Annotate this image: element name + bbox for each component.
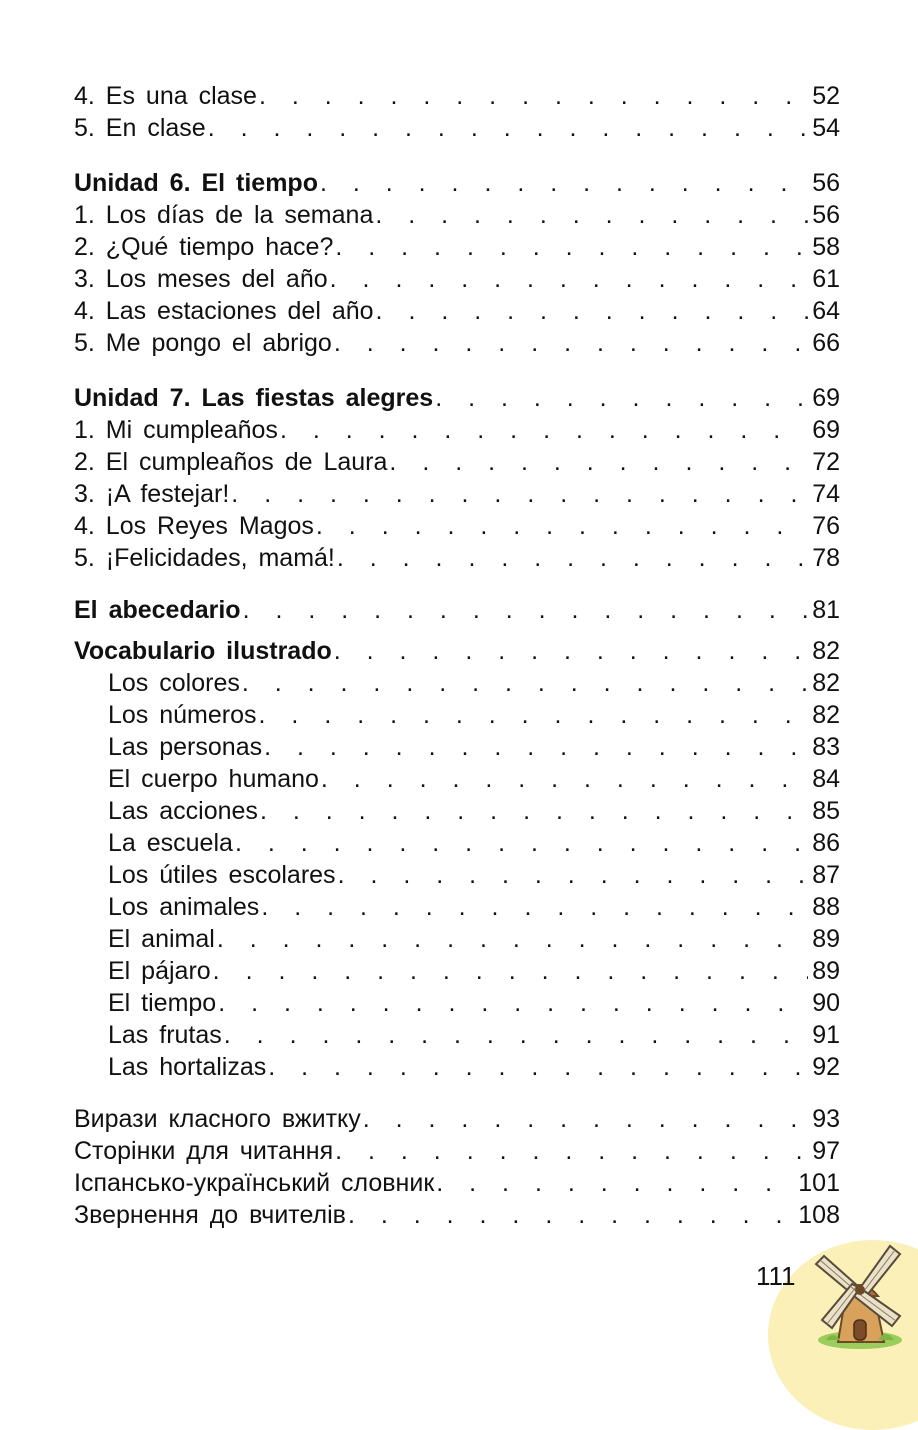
toc-entry-label: 5. ¡Felicidades, mamá!	[74, 544, 335, 572]
dot-leader	[268, 1051, 808, 1083]
dot-leader	[435, 382, 808, 414]
toc-section-heading[interactable]	[74, 594, 840, 626]
toc-entry-page: 82	[812, 701, 840, 729]
dot-leader	[235, 827, 808, 859]
toc-entry-page: 84	[812, 765, 840, 793]
toc-entry[interactable]	[74, 231, 840, 263]
dot-leader	[259, 699, 809, 731]
dot-leader	[334, 635, 808, 667]
dot-leader	[243, 594, 809, 626]
toc-entry-page: 69	[812, 384, 840, 412]
toc-entry-label: Las acciones	[108, 797, 258, 825]
dot-leader	[335, 1135, 808, 1167]
toc-entry-page: 85	[812, 797, 840, 825]
toc-entry-page: 82	[812, 669, 840, 697]
dot-leader	[334, 327, 808, 359]
toc-entry-label: 4. Es una clase	[74, 82, 257, 110]
toc-entry-label: El abecedario	[74, 596, 241, 624]
dot-leader	[231, 478, 808, 510]
dot-leader	[348, 1199, 794, 1231]
toc-entry-label: El cuerpo humano	[108, 765, 319, 793]
dot-leader	[261, 891, 808, 923]
toc-entry[interactable]	[74, 1199, 840, 1231]
dot-leader	[242, 667, 808, 699]
toc-entry[interactable]	[74, 112, 840, 144]
dot-leader	[320, 167, 808, 199]
toc-entry[interactable]	[74, 80, 840, 112]
dot-leader	[330, 263, 809, 295]
toc-entry-page: 86	[812, 829, 840, 857]
toc-entry-label: 1. Los días de la semana	[74, 201, 374, 229]
toc-entry[interactable]	[74, 510, 840, 542]
toc-entry-label: El pájaro	[108, 957, 211, 985]
toc-subentry[interactable]	[74, 859, 840, 891]
toc-entry-label: 4. Las estaciones del año	[74, 297, 374, 325]
toc-entry[interactable]	[74, 1103, 840, 1135]
toc-entry-label: Los números	[108, 701, 257, 729]
dot-leader	[217, 923, 808, 955]
toc-unit-heading[interactable]	[74, 382, 840, 414]
toc-entry-label: Іспансько-український словник	[74, 1169, 435, 1197]
toc-entry-label: Звернення до вчителів	[74, 1201, 346, 1229]
toc-entry[interactable]	[74, 1135, 840, 1167]
toc-entry-page: 93	[812, 1105, 840, 1133]
toc-subentry[interactable]	[74, 1051, 840, 1083]
toc-entry-page: 72	[812, 448, 840, 476]
toc-entry-page: 83	[812, 733, 840, 761]
toc-entry-label: El animal	[108, 925, 215, 953]
toc-entry-page: 90	[812, 989, 840, 1017]
toc-entry-label: Vocabulario ilustrado	[74, 637, 332, 665]
toc-subentry[interactable]	[74, 955, 840, 987]
toc-entry-label: 5. Me pongo el abrigo	[74, 329, 332, 357]
toc-entry-label: 4. Los Reyes Magos	[74, 512, 314, 540]
toc-entry-page: 61	[812, 265, 840, 293]
toc-entry-page: 108	[798, 1201, 840, 1229]
toc-entry-page: 89	[812, 925, 840, 953]
toc-entry-page: 74	[812, 480, 840, 508]
toc-entry-label: Las frutas	[108, 1021, 222, 1049]
toc-subentry[interactable]	[74, 699, 840, 731]
toc-entry-page: 56	[812, 169, 840, 197]
toc-entry-label: 2. El cumpleaños de Laura	[74, 448, 388, 476]
toc-entry-label: 3. Los meses del año	[74, 265, 328, 293]
toc-entry-page: 56	[812, 201, 840, 229]
page-number: 111	[756, 1261, 796, 1291]
toc-subentry[interactable]	[74, 795, 840, 827]
toc-subentry[interactable]	[74, 1019, 840, 1051]
toc-subentry[interactable]	[74, 731, 840, 763]
toc-entry-page: 101	[798, 1169, 840, 1197]
dot-leader	[213, 955, 809, 987]
toc-entry[interactable]	[74, 327, 840, 359]
dot-leader	[363, 1103, 808, 1135]
toc-entry-label: Сторінки для читання	[74, 1137, 334, 1165]
toc-entry-page: 82	[812, 637, 840, 665]
toc-entry-label: Unidad 6. El tiempo	[74, 169, 318, 197]
toc-entry-label: 3. ¡A festejar!	[74, 480, 230, 508]
dot-leader	[280, 414, 808, 446]
toc-entry-page: 81	[812, 596, 840, 624]
dot-leader	[436, 1167, 794, 1199]
toc-entry[interactable]	[74, 295, 840, 327]
toc-entry[interactable]	[74, 263, 840, 295]
toc-entry-page: 97	[812, 1137, 840, 1165]
dot-leader	[264, 731, 808, 763]
toc-entry-page: 92	[812, 1053, 840, 1081]
dot-leader	[321, 763, 808, 795]
table-of-contents	[74, 80, 840, 1231]
dot-leader	[218, 987, 808, 1019]
toc-entry-label: 2. ¿Qué tiempo hace?	[74, 233, 334, 261]
toc-subentry[interactable]	[74, 891, 840, 923]
windmill-icon	[796, 1216, 918, 1360]
toc-entry-label: Los útiles escolares	[108, 861, 336, 889]
toc-entry-page: 58	[812, 233, 840, 261]
toc-subentry[interactable]	[74, 987, 840, 1019]
toc-entry-page: 76	[812, 512, 840, 540]
toc-entry-page: 52	[812, 82, 840, 110]
toc-entry-page: 64	[812, 297, 840, 325]
toc-entry-label: Las hortalizas	[108, 1053, 267, 1081]
toc-entry-label: 5. En clase	[74, 114, 206, 142]
toc-entry[interactable]	[74, 199, 840, 231]
toc-entry-label: Los colores	[108, 669, 240, 697]
dot-leader	[224, 1019, 808, 1051]
toc-entry-page: 78	[812, 544, 840, 572]
toc-subentry[interactable]	[74, 763, 840, 795]
toc-entry[interactable]	[74, 1167, 840, 1199]
toc-entry-label: Los animales	[108, 893, 260, 921]
dot-leader	[389, 446, 808, 478]
toc-entry-page: 87	[812, 861, 840, 889]
toc-entry-page: 54	[812, 114, 840, 142]
toc-entry-label: 1. Mi cumpleaños	[74, 416, 278, 444]
toc-subentry[interactable]	[74, 923, 840, 955]
dot-leader	[335, 231, 808, 263]
dot-leader	[337, 542, 808, 574]
toc-entry[interactable]	[74, 446, 840, 478]
toc-section-heading[interactable]	[74, 635, 840, 667]
toc-entry[interactable]	[74, 542, 840, 574]
dot-leader	[259, 80, 808, 112]
toc-entry-page: 69	[812, 416, 840, 444]
toc-entry-page: 91	[812, 1021, 840, 1049]
dot-leader	[208, 112, 809, 144]
toc-entry-page: 88	[812, 893, 840, 921]
toc-entry-label: Вирази класного вжитку	[74, 1105, 361, 1133]
toc-unit-heading[interactable]	[74, 167, 840, 199]
dot-leader	[316, 510, 808, 542]
toc-entry-label: Unidad 7. Las fiestas alegres	[74, 384, 434, 412]
toc-entry[interactable]	[74, 478, 840, 510]
dot-leader	[338, 859, 809, 891]
toc-entry-label: Las personas	[108, 733, 263, 761]
dot-leader	[260, 795, 808, 827]
toc-entry-label: El tiempo	[108, 989, 217, 1017]
toc-entry-page: 66	[812, 329, 840, 357]
toc-subentry[interactable]	[74, 667, 840, 699]
toc-subentry[interactable]	[74, 827, 840, 859]
dot-leader	[376, 295, 809, 327]
toc-entry-label: La escuela	[108, 829, 233, 857]
toc-entry-page: 89	[812, 957, 840, 985]
dot-leader	[375, 199, 808, 231]
toc-entry[interactable]	[74, 414, 840, 446]
